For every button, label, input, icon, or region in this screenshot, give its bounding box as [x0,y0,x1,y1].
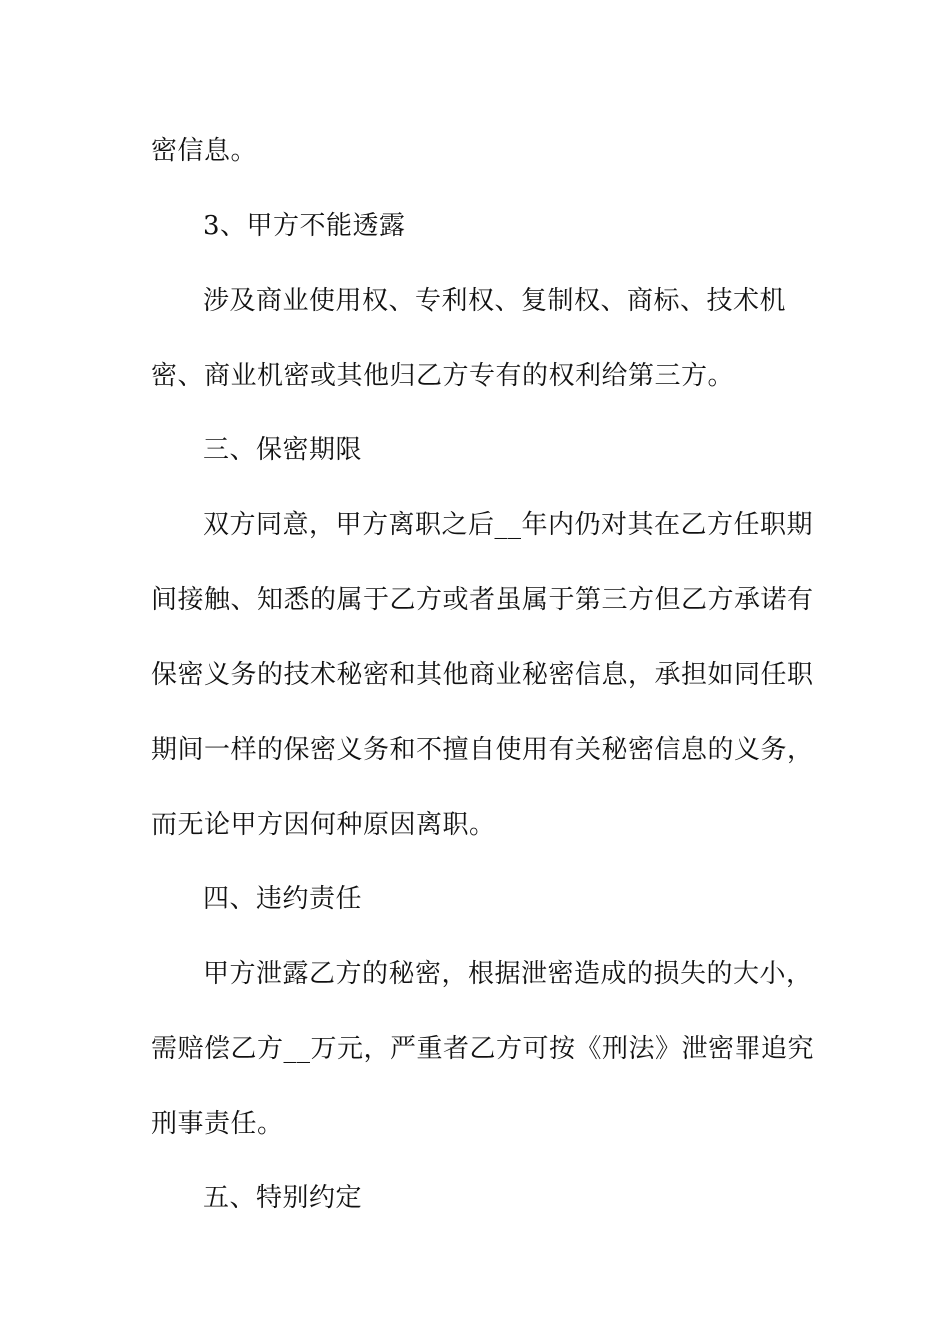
text-line: 密信息。 [151,136,258,166]
section-heading: 四、违约责任 [203,884,363,914]
text-line: 需赔偿乙方__万元，严重者乙方可按《刑法》泄密罪追究 [151,1034,815,1064]
section-heading: 五、特别约定 [203,1183,363,1213]
text-line: 涉及商业使用权、专利权、复制权、商标、技术机 [203,286,787,316]
text-line: 密、商业机密或其他归乙方专有的权利给第三方。 [151,361,735,391]
text-line: 甲方泄露乙方的秘密，根据泄密造成的损失的大小， [203,959,813,989]
text-line: 保密义务的技术秘密和其他商业秘密信息，承担如同任职 [151,660,814,690]
section-heading: 三、保密期限 [203,435,363,465]
text-line: 刑事责任。 [151,1109,284,1139]
text-line: 期间一样的保密义务和不擅自使用有关秘密信息的义务， [151,735,814,765]
text-line: 间接触、知悉的属于乙方或者虽属于第三方但乙方承诺有 [151,585,814,615]
text-line: 双方同意，甲方离职之后__年内仍对其在乙方任职期 [203,510,814,540]
text-line: 而无论甲方因何种原因离职。 [151,810,496,840]
list-item-heading: 3、甲方不能透露 [203,211,406,241]
